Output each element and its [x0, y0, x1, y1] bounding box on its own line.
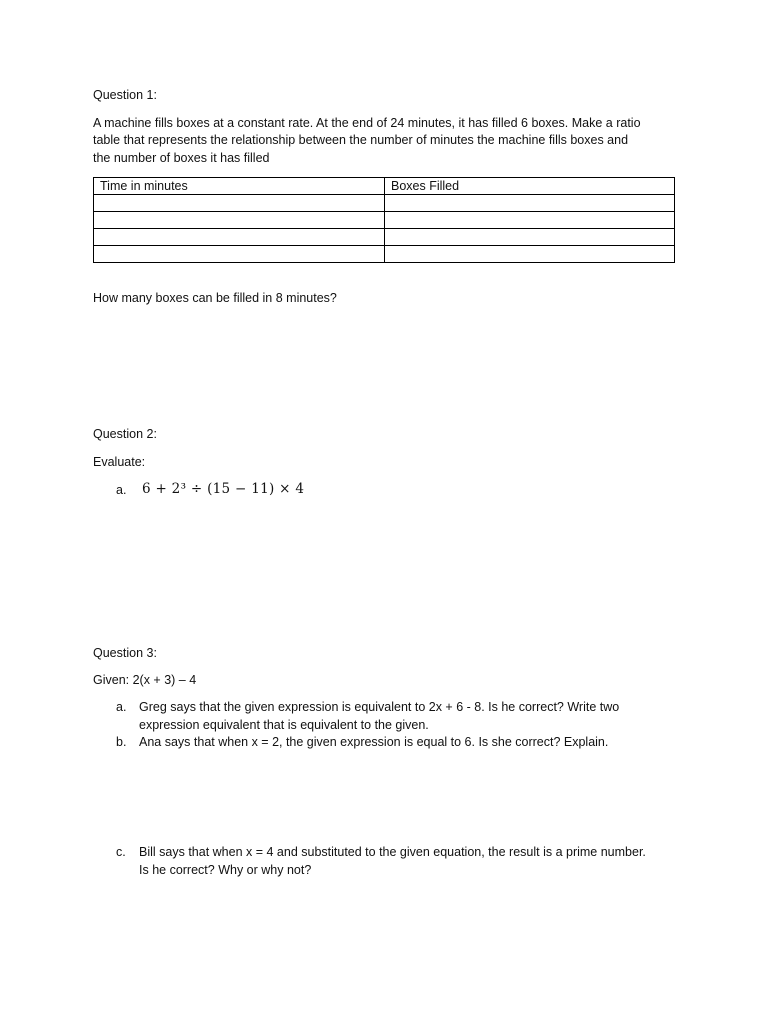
- question-1-prompt-line-1: A machine fills boxes at a constant rate. At the end of 24 minutes, it has filled 6 boxes. Make a ratio: [93, 116, 641, 130]
- question-3-item-a-label: a.: [116, 700, 127, 714]
- question-3-item-a-line-2: expression equivalent that is equivalent to the given.: [139, 718, 429, 732]
- table-cell-boxes[interactable]: [385, 246, 675, 263]
- table-header-boxes: Boxes Filled: [385, 178, 675, 195]
- table-cell-boxes[interactable]: [385, 195, 675, 212]
- question-3-item-b-line-1: Ana says that when x = 2, the given expression is equal to 6. Is she correct? Explain.: [139, 735, 609, 749]
- question-1-prompt-line-3: the number of boxes it has filled: [93, 151, 270, 165]
- question-1-heading: Question 1:: [93, 88, 157, 102]
- table-cell-time[interactable]: [94, 195, 385, 212]
- table-cell-time[interactable]: [94, 212, 385, 229]
- table-row: [94, 229, 675, 246]
- question-1-prompt-line-2: table that represents the relationship between the number of minutes the machine fills boxes and: [93, 133, 629, 147]
- table-row: [94, 195, 675, 212]
- question-3-item-a-line-1: Greg says that the given expression is equivalent to 2x + 6 - 8. Is he correct? Write two: [139, 700, 620, 714]
- question-3-item-c-line-2: Is he correct? Why or why not?: [139, 863, 312, 877]
- table-header-time: Time in minutes: [94, 178, 385, 195]
- question-3-item-c-label: c.: [116, 845, 126, 859]
- question-3-heading: Question 3:: [93, 646, 157, 660]
- question-2-item-a-label: a.: [116, 483, 127, 497]
- question-2-instruction: Evaluate:: [93, 455, 146, 469]
- table-cell-boxes[interactable]: [385, 229, 675, 246]
- ratio-table: [93, 177, 675, 263]
- question-1-followup: How many boxes can be filled in 8 minutes?: [93, 291, 337, 305]
- question-2-item-a-expression: 6 + 2³ ÷ (15 − 11) × 4: [142, 481, 305, 497]
- question-3-item-c-line-1: Bill says that when x = 4 and substituted to the given equation, the result is a prime number.: [139, 845, 646, 859]
- table-header-row: [94, 178, 675, 195]
- question-2-heading: Question 2:: [93, 427, 157, 441]
- table-cell-time[interactable]: [94, 229, 385, 246]
- table-row: [94, 212, 675, 229]
- table-cell-boxes[interactable]: [385, 212, 675, 229]
- question-3-item-b-label: b.: [116, 735, 127, 749]
- question-3-given: Given: 2(x + 3) – 4: [93, 673, 197, 687]
- table-cell-time[interactable]: [94, 246, 385, 263]
- table-row: [94, 246, 675, 263]
